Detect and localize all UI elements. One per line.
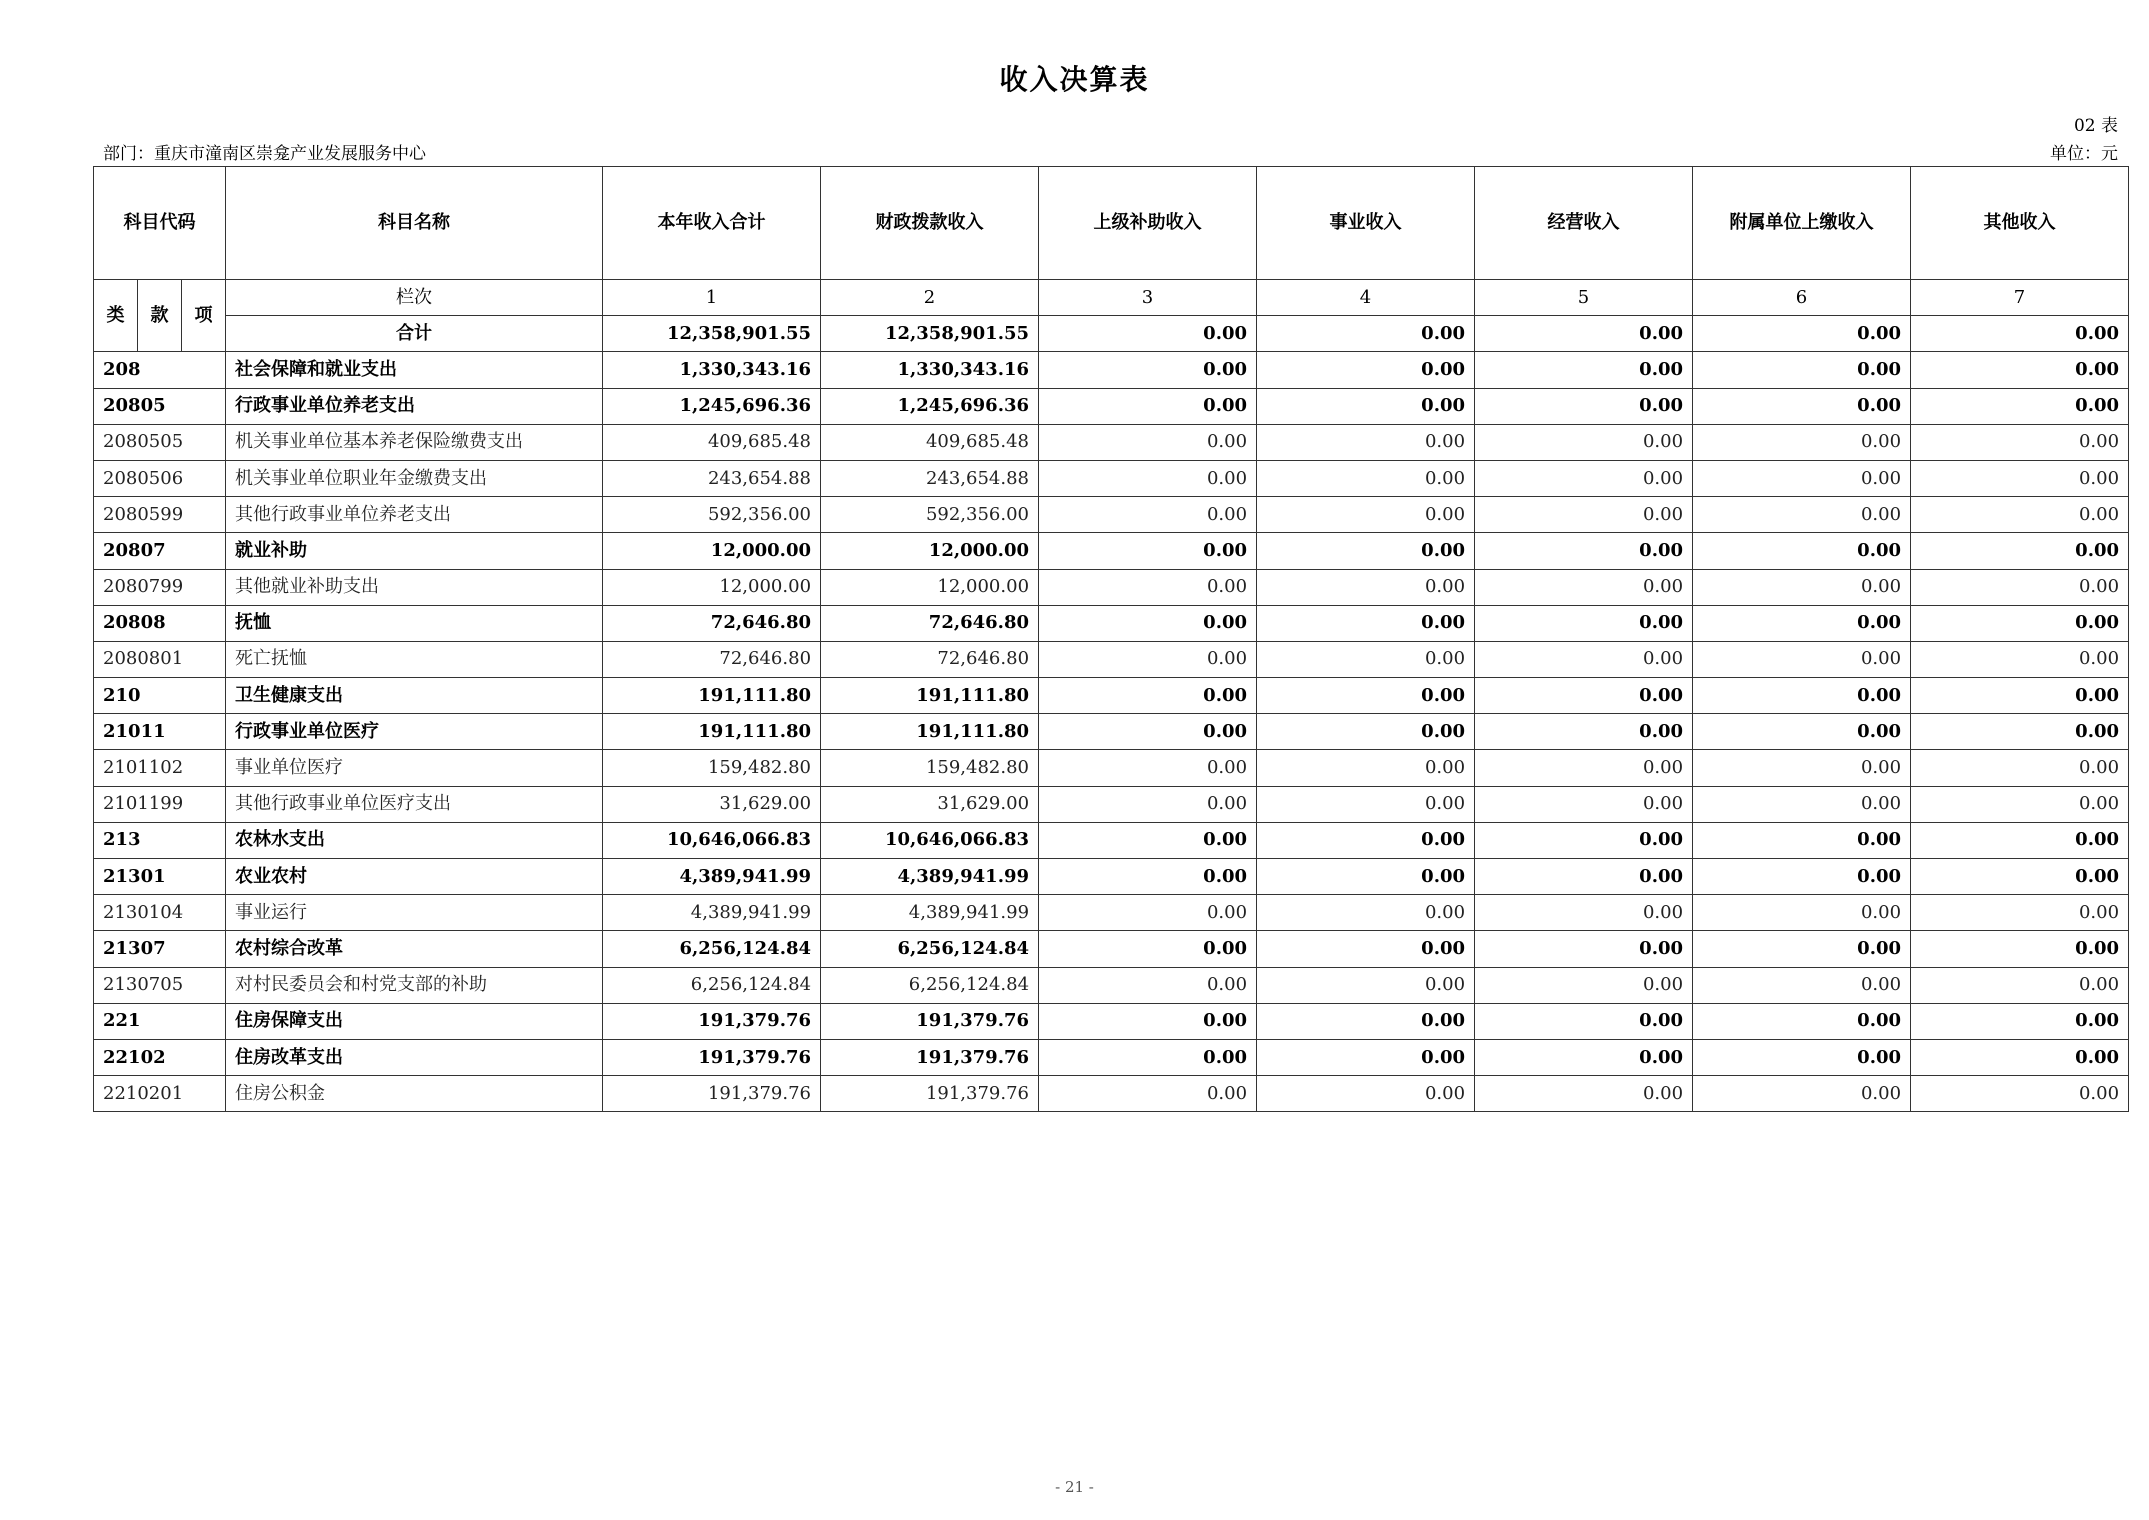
amount-cell: 0.00 bbox=[1039, 822, 1257, 858]
amount-cell: 31,629.00 bbox=[603, 786, 821, 822]
subject-name: 事业运行 bbox=[226, 895, 603, 931]
amount-cell: 191,379.76 bbox=[603, 1039, 821, 1075]
amount-cell: 0.00 bbox=[1257, 967, 1475, 1003]
subject-name: 住房改革支出 bbox=[226, 1039, 603, 1075]
amount-cell: 0.00 bbox=[1475, 424, 1693, 460]
subject-name: 机关事业单位职业年金缴费支出 bbox=[226, 460, 603, 496]
amount-cell: 0.00 bbox=[1693, 569, 1911, 605]
amount-cell: 0.00 bbox=[1693, 967, 1911, 1003]
table-row bbox=[94, 678, 2129, 714]
header-name: 科目名称 bbox=[226, 167, 603, 280]
amount-cell: 6,256,124.84 bbox=[603, 967, 821, 1003]
header-lanci: 栏次 bbox=[226, 280, 603, 316]
page-title: 收入决算表 bbox=[999, 63, 1150, 96]
amount-cell: 0.00 bbox=[1693, 424, 1911, 460]
total-value: 12,358,901.55 bbox=[603, 316, 821, 352]
amount-cell: 0.00 bbox=[1039, 750, 1257, 786]
table-row bbox=[94, 352, 2129, 388]
amount-cell: 4,389,941.99 bbox=[821, 859, 1039, 895]
amount-cell: 12,000.00 bbox=[603, 569, 821, 605]
amount-cell: 0.00 bbox=[1039, 388, 1257, 424]
subject-code: 2080506 bbox=[94, 460, 226, 496]
amount-cell: 0.00 bbox=[1039, 678, 1257, 714]
amount-cell: 1,330,343.16 bbox=[603, 352, 821, 388]
subject-name: 其他行政事业单位养老支出 bbox=[226, 497, 603, 533]
amount-cell: 1,330,343.16 bbox=[821, 352, 1039, 388]
amount-cell: 191,111.80 bbox=[603, 714, 821, 750]
amount-cell: 0.00 bbox=[1257, 641, 1475, 677]
amount-cell: 0.00 bbox=[1693, 388, 1911, 424]
amount-cell: 6,256,124.84 bbox=[821, 931, 1039, 967]
subject-code: 213 bbox=[94, 822, 226, 858]
amount-cell: 191,379.76 bbox=[821, 1039, 1039, 1075]
subject-name: 事业单位医疗 bbox=[226, 750, 603, 786]
amount-cell: 0.00 bbox=[1475, 388, 1693, 424]
amount-cell: 0.00 bbox=[1475, 859, 1693, 895]
subject-code: 2080505 bbox=[94, 424, 226, 460]
amount-cell: 0.00 bbox=[1911, 895, 2129, 931]
subject-code: 2101102 bbox=[94, 750, 226, 786]
amount-cell: 0.00 bbox=[1257, 895, 1475, 931]
amount-cell: 0.00 bbox=[1257, 460, 1475, 496]
amount-cell: 0.00 bbox=[1039, 533, 1257, 569]
amount-cell: 0.00 bbox=[1257, 605, 1475, 641]
amount-cell: 159,482.80 bbox=[821, 750, 1039, 786]
header-kuan: 款 bbox=[138, 280, 182, 352]
amount-cell: 0.00 bbox=[1039, 352, 1257, 388]
amount-cell: 592,356.00 bbox=[603, 497, 821, 533]
subject-name: 住房保障支出 bbox=[226, 1003, 603, 1039]
amount-cell: 0.00 bbox=[1911, 1039, 2129, 1075]
table-row bbox=[94, 641, 2129, 677]
amount-cell: 0.00 bbox=[1039, 1039, 1257, 1075]
amount-cell: 0.00 bbox=[1693, 352, 1911, 388]
amount-cell: 72,646.80 bbox=[821, 605, 1039, 641]
subject-code: 210 bbox=[94, 678, 226, 714]
table-row bbox=[94, 1039, 2129, 1075]
amount-cell: 0.00 bbox=[1475, 678, 1693, 714]
amount-cell: 0.00 bbox=[1911, 424, 2129, 460]
table-row bbox=[94, 822, 2129, 858]
amount-cell: 4,389,941.99 bbox=[603, 895, 821, 931]
amount-cell: 0.00 bbox=[1475, 1039, 1693, 1075]
amount-cell: 0.00 bbox=[1911, 388, 2129, 424]
amount-cell: 0.00 bbox=[1911, 750, 2129, 786]
amount-cell: 0.00 bbox=[1257, 678, 1475, 714]
amount-cell: 0.00 bbox=[1693, 786, 1911, 822]
amount-cell: 0.00 bbox=[1911, 497, 2129, 533]
column-index-1: 1 bbox=[603, 280, 821, 316]
subject-code: 21307 bbox=[94, 931, 226, 967]
subject-name: 住房公积金 bbox=[226, 1076, 603, 1112]
subject-code: 2080801 bbox=[94, 641, 226, 677]
amount-cell: 4,389,941.99 bbox=[603, 859, 821, 895]
amount-cell: 0.00 bbox=[1039, 569, 1257, 605]
amount-cell: 0.00 bbox=[1475, 931, 1693, 967]
amount-cell: 0.00 bbox=[1039, 931, 1257, 967]
amount-cell: 0.00 bbox=[1257, 569, 1475, 605]
table-row bbox=[94, 533, 2129, 569]
subject-code: 2101199 bbox=[94, 786, 226, 822]
amount-cell: 0.00 bbox=[1039, 497, 1257, 533]
amount-cell: 0.00 bbox=[1693, 931, 1911, 967]
amount-cell: 0.00 bbox=[1257, 1039, 1475, 1075]
amount-cell: 6,256,124.84 bbox=[603, 931, 821, 967]
amount-cell: 0.00 bbox=[1693, 714, 1911, 750]
amount-cell: 0.00 bbox=[1693, 1076, 1911, 1112]
amount-cell: 0.00 bbox=[1039, 1003, 1257, 1039]
total-value: 0.00 bbox=[1475, 316, 1693, 352]
amount-cell: 0.00 bbox=[1475, 895, 1693, 931]
subject-name: 农业农村 bbox=[226, 859, 603, 895]
amount-cell: 0.00 bbox=[1475, 822, 1693, 858]
table-row bbox=[94, 859, 2129, 895]
column-index-row bbox=[94, 280, 2129, 316]
subject-name: 农村综合改革 bbox=[226, 931, 603, 967]
amount-cell: 191,111.80 bbox=[603, 678, 821, 714]
amount-cell: 6,256,124.84 bbox=[821, 967, 1039, 1003]
total-value: 0.00 bbox=[1911, 316, 2129, 352]
amount-cell: 0.00 bbox=[1257, 497, 1475, 533]
table-row bbox=[94, 1076, 2129, 1112]
column-index-2: 2 bbox=[821, 280, 1039, 316]
column-index-5: 5 bbox=[1475, 280, 1693, 316]
amount-cell: 0.00 bbox=[1911, 786, 2129, 822]
total-value: 0.00 bbox=[1693, 316, 1911, 352]
header-xiang: 项 bbox=[182, 280, 226, 352]
amount-cell: 0.00 bbox=[1039, 859, 1257, 895]
amount-cell: 0.00 bbox=[1693, 1039, 1911, 1075]
amount-cell: 191,379.76 bbox=[821, 1003, 1039, 1039]
amount-cell: 0.00 bbox=[1911, 931, 2129, 967]
amount-cell: 0.00 bbox=[1693, 678, 1911, 714]
amount-cell: 0.00 bbox=[1911, 714, 2129, 750]
amount-cell: 0.00 bbox=[1693, 895, 1911, 931]
amount-cell: 0.00 bbox=[1693, 533, 1911, 569]
amount-cell: 0.00 bbox=[1475, 1076, 1693, 1112]
amount-cell: 409,685.48 bbox=[821, 424, 1039, 460]
table-row bbox=[94, 750, 2129, 786]
amount-cell: 0.00 bbox=[1693, 1003, 1911, 1039]
subject-code: 208 bbox=[94, 352, 226, 388]
column-index-6: 6 bbox=[1693, 280, 1911, 316]
amount-cell: 0.00 bbox=[1911, 641, 2129, 677]
amount-cell: 0.00 bbox=[1257, 424, 1475, 460]
amount-cell: 0.00 bbox=[1693, 460, 1911, 496]
amount-cell: 0.00 bbox=[1475, 497, 1693, 533]
total-label: 合计 bbox=[226, 316, 603, 352]
amount-cell: 72,646.80 bbox=[603, 605, 821, 641]
amount-cell: 0.00 bbox=[1257, 388, 1475, 424]
amount-cell: 0.00 bbox=[1911, 533, 2129, 569]
subject-code: 20808 bbox=[94, 605, 226, 641]
amount-cell: 0.00 bbox=[1475, 967, 1693, 1003]
amount-cell: 0.00 bbox=[1257, 822, 1475, 858]
amount-cell: 0.00 bbox=[1257, 750, 1475, 786]
amount-cell: 0.00 bbox=[1693, 750, 1911, 786]
amount-cell: 0.00 bbox=[1911, 605, 2129, 641]
table-row bbox=[94, 569, 2129, 605]
header-business: 事业收入 bbox=[1257, 167, 1475, 280]
amount-cell: 191,111.80 bbox=[821, 714, 1039, 750]
subject-name: 行政事业单位养老支出 bbox=[226, 388, 603, 424]
amount-cell: 0.00 bbox=[1475, 352, 1693, 388]
amount-cell: 0.00 bbox=[1693, 641, 1911, 677]
table-row bbox=[94, 967, 2129, 1003]
amount-cell: 0.00 bbox=[1257, 714, 1475, 750]
amount-cell: 0.00 bbox=[1475, 1003, 1693, 1039]
amount-cell: 0.00 bbox=[1911, 859, 2129, 895]
subject-name: 就业补助 bbox=[226, 533, 603, 569]
amount-cell: 0.00 bbox=[1039, 1076, 1257, 1112]
amount-cell: 243,654.88 bbox=[603, 460, 821, 496]
subject-code: 2080799 bbox=[94, 569, 226, 605]
amount-cell: 243,654.88 bbox=[821, 460, 1039, 496]
subject-code: 20805 bbox=[94, 388, 226, 424]
amount-cell: 0.00 bbox=[1475, 460, 1693, 496]
subject-name: 对村民委员会和村党支部的补助 bbox=[226, 967, 603, 1003]
amount-cell: 31,629.00 bbox=[821, 786, 1039, 822]
table-row bbox=[94, 714, 2129, 750]
amount-cell: 191,379.76 bbox=[603, 1076, 821, 1112]
amount-cell: 12,000.00 bbox=[821, 569, 1039, 605]
table-header-row bbox=[94, 167, 2129, 280]
amount-cell: 0.00 bbox=[1911, 569, 2129, 605]
total-value: 0.00 bbox=[1257, 316, 1475, 352]
subject-code: 20807 bbox=[94, 533, 226, 569]
subject-name: 卫生健康支出 bbox=[226, 678, 603, 714]
amount-cell: 0.00 bbox=[1257, 352, 1475, 388]
amount-cell: 10,646,066.83 bbox=[603, 822, 821, 858]
amount-cell: 0.00 bbox=[1475, 605, 1693, 641]
amount-cell: 0.00 bbox=[1911, 460, 2129, 496]
subject-code: 21011 bbox=[94, 714, 226, 750]
amount-cell: 191,111.80 bbox=[821, 678, 1039, 714]
amount-cell: 0.00 bbox=[1039, 605, 1257, 641]
amount-cell: 1,245,696.36 bbox=[603, 388, 821, 424]
amount-cell: 0.00 bbox=[1911, 1003, 2129, 1039]
header-lei: 类 bbox=[94, 280, 138, 352]
amount-cell: 0.00 bbox=[1475, 533, 1693, 569]
unit-label: 单位：元 bbox=[2050, 144, 2118, 164]
amount-cell: 0.00 bbox=[1039, 895, 1257, 931]
table-row bbox=[94, 388, 2129, 424]
subject-code: 221 bbox=[94, 1003, 226, 1039]
amount-cell: 409,685.48 bbox=[603, 424, 821, 460]
subject-name: 其他行政事业单位医疗支出 bbox=[226, 786, 603, 822]
column-index-3: 3 bbox=[1039, 280, 1257, 316]
amount-cell: 0.00 bbox=[1475, 750, 1693, 786]
subject-name: 其他就业补助支出 bbox=[226, 569, 603, 605]
amount-cell: 0.00 bbox=[1039, 460, 1257, 496]
amount-cell: 0.00 bbox=[1039, 714, 1257, 750]
table-row bbox=[94, 895, 2129, 931]
amount-cell: 191,379.76 bbox=[603, 1003, 821, 1039]
table-row bbox=[94, 605, 2129, 641]
amount-cell: 0.00 bbox=[1039, 641, 1257, 677]
amount-cell: 0.00 bbox=[1911, 1076, 2129, 1112]
amount-cell: 0.00 bbox=[1693, 605, 1911, 641]
amount-cell: 72,646.80 bbox=[603, 641, 821, 677]
header-fiscal: 财政拨款收入 bbox=[821, 167, 1039, 280]
subject-code: 2130705 bbox=[94, 967, 226, 1003]
amount-cell: 10,646,066.83 bbox=[821, 822, 1039, 858]
amount-cell: 0.00 bbox=[1475, 569, 1693, 605]
subject-code: 2210201 bbox=[94, 1076, 226, 1112]
table-row bbox=[94, 931, 2129, 967]
amount-cell: 12,000.00 bbox=[821, 533, 1039, 569]
amount-cell: 0.00 bbox=[1257, 533, 1475, 569]
header-other: 其他收入 bbox=[1911, 167, 2129, 280]
amount-cell: 0.00 bbox=[1693, 822, 1911, 858]
header-operating: 经营收入 bbox=[1475, 167, 1693, 280]
amount-cell: 0.00 bbox=[1257, 931, 1475, 967]
total-value: 12,358,901.55 bbox=[821, 316, 1039, 352]
table-row bbox=[94, 786, 2129, 822]
header-superior: 上级补助收入 bbox=[1039, 167, 1257, 280]
amount-cell: 4,389,941.99 bbox=[821, 895, 1039, 931]
header-affiliated: 附属单位上缴收入 bbox=[1693, 167, 1911, 280]
total-value: 0.00 bbox=[1039, 316, 1257, 352]
amount-cell: 0.00 bbox=[1257, 859, 1475, 895]
amount-cell: 0.00 bbox=[1911, 822, 2129, 858]
header-code: 科目代码 bbox=[94, 167, 226, 280]
subject-name: 死亡抚恤 bbox=[226, 641, 603, 677]
amount-cell: 0.00 bbox=[1475, 641, 1693, 677]
table-row bbox=[94, 424, 2129, 460]
amount-cell: 0.00 bbox=[1693, 859, 1911, 895]
amount-cell: 0.00 bbox=[1475, 786, 1693, 822]
table-row bbox=[94, 1003, 2129, 1039]
header-total: 本年收入合计 bbox=[603, 167, 821, 280]
amount-cell: 592,356.00 bbox=[821, 497, 1039, 533]
amount-cell: 0.00 bbox=[1257, 786, 1475, 822]
subject-name: 社会保障和就业支出 bbox=[226, 352, 603, 388]
subject-name: 抚恤 bbox=[226, 605, 603, 641]
table-row bbox=[94, 497, 2129, 533]
table-row bbox=[94, 460, 2129, 496]
amount-cell: 12,000.00 bbox=[603, 533, 821, 569]
income-table bbox=[93, 166, 2129, 1112]
amount-cell: 159,482.80 bbox=[603, 750, 821, 786]
amount-cell: 0.00 bbox=[1257, 1076, 1475, 1112]
column-index-7: 7 bbox=[1911, 280, 2129, 316]
subject-code: 21301 bbox=[94, 859, 226, 895]
amount-cell: 191,379.76 bbox=[821, 1076, 1039, 1112]
page-number: - 21 - bbox=[1055, 1478, 1094, 1496]
form-number: 02 表 bbox=[2073, 116, 2118, 136]
subject-name: 行政事业单位医疗 bbox=[226, 714, 603, 750]
amount-cell: 0.00 bbox=[1911, 352, 2129, 388]
subject-code: 2130104 bbox=[94, 895, 226, 931]
amount-cell: 0.00 bbox=[1039, 786, 1257, 822]
subject-name: 农林水支出 bbox=[226, 822, 603, 858]
amount-cell: 72,646.80 bbox=[821, 641, 1039, 677]
amount-cell: 0.00 bbox=[1475, 714, 1693, 750]
amount-cell: 0.00 bbox=[1039, 967, 1257, 1003]
amount-cell: 0.00 bbox=[1039, 424, 1257, 460]
department-label: 部门：重庆市潼南区崇龛产业发展服务中心 bbox=[103, 144, 426, 164]
amount-cell: 0.00 bbox=[1911, 678, 2129, 714]
amount-cell: 0.00 bbox=[1257, 1003, 1475, 1039]
amount-cell: 1,245,696.36 bbox=[821, 388, 1039, 424]
amount-cell: 0.00 bbox=[1693, 497, 1911, 533]
total-row bbox=[94, 316, 2129, 352]
subject-name: 机关事业单位基本养老保险缴费支出 bbox=[226, 424, 603, 460]
amount-cell: 0.00 bbox=[1911, 967, 2129, 1003]
subject-code: 2080599 bbox=[94, 497, 226, 533]
column-index-4: 4 bbox=[1257, 280, 1475, 316]
subject-code: 22102 bbox=[94, 1039, 226, 1075]
